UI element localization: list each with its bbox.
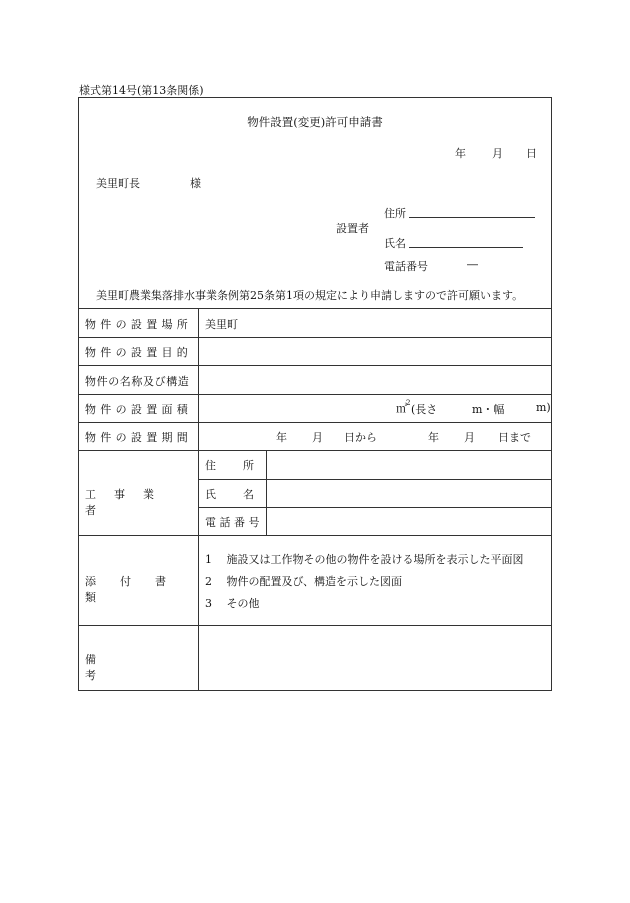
label-location-text: 物件の設置場所	[85, 318, 193, 331]
applicant-phone-label: 電話番号	[384, 260, 428, 273]
applicant-name-label: 氏名	[384, 237, 406, 250]
applicant-address-label: 住所	[384, 207, 406, 220]
date-year: 年	[455, 147, 466, 160]
date-day: 日	[526, 147, 537, 160]
contractor-name-field[interactable]	[267, 480, 551, 506]
period-day-from: 日から	[344, 431, 377, 444]
attachment-no: 2	[205, 575, 212, 588]
attachment-text: その他	[226, 597, 260, 610]
label-attachments-text: 添付書類	[85, 575, 190, 604]
row-divider	[79, 535, 551, 536]
label-name-structure-text: 物件の名称及び構造	[85, 375, 190, 388]
area-unit-symbol: ㎡	[396, 402, 407, 415]
attachment-item-1	[205, 551, 524, 567]
contractor-address-field[interactable]	[267, 451, 551, 478]
area-m-close: m)	[536, 401, 551, 414]
table-top-border	[79, 308, 551, 309]
label-contractor	[79, 486, 198, 518]
label-location	[79, 316, 198, 332]
attachment-item-3	[205, 595, 260, 611]
label-attachments	[79, 573, 198, 605]
remarks-field[interactable]	[199, 626, 551, 690]
period-day-until: 日まで	[498, 431, 531, 444]
period-year-2: 年	[428, 431, 439, 444]
label-purpose	[79, 344, 198, 360]
label-remarks	[79, 651, 198, 683]
contractor-phone-field[interactable]	[267, 508, 551, 534]
purpose-field[interactable]	[199, 338, 551, 364]
label-name-structure	[79, 373, 198, 389]
label-period-text: 物件の設置期間	[85, 431, 193, 444]
contractor-name-label	[205, 486, 281, 502]
area-length: (長さ	[411, 403, 438, 416]
contractor-name-text: 氏名	[205, 488, 281, 501]
attachment-no: 3	[205, 597, 212, 610]
date-month: 月	[492, 147, 503, 160]
attachment-text: 物件の配置及び、構造を示した図面	[226, 575, 403, 588]
label-contractor-text: 工事業者	[85, 488, 172, 517]
period-month-1: 月	[312, 431, 323, 444]
contractor-address-label	[205, 457, 281, 473]
label-area-text: 物件の設置面積	[85, 403, 193, 416]
contractor-address-text: 住所	[205, 459, 281, 472]
location-value[interactable]: 美里町	[205, 318, 238, 331]
label-remarks-text: 備考	[85, 653, 174, 682]
name-structure-field[interactable]	[199, 366, 551, 393]
attachment-no: 1	[205, 553, 212, 566]
label-period	[79, 429, 198, 445]
label-area	[79, 401, 198, 417]
contractor-phone-text: 電話番号	[205, 516, 263, 529]
period-month-2: 月	[464, 431, 475, 444]
row-divider	[79, 394, 551, 395]
form-title: 物件設置(変更)許可申請書	[247, 115, 383, 129]
applicant-label: 設置者	[336, 222, 369, 235]
area-m-width: m・幅	[472, 403, 505, 416]
area-unit-sup: 2	[406, 399, 411, 407]
application-form	[78, 97, 552, 691]
applicant-phone-dash: ―	[467, 258, 478, 271]
addressee-name: 美里町長	[96, 177, 140, 190]
statement: 美里町農業集落排水事業条例第25条第1項の規定により申請しますので許可願います。	[96, 289, 524, 302]
row-divider	[79, 422, 551, 423]
addressee-honorific: 様	[190, 177, 201, 190]
applicant-address-line[interactable]	[409, 217, 535, 218]
applicant-name-line[interactable]	[409, 247, 523, 248]
label-purpose-text: 物件の設置目的	[85, 346, 193, 359]
period-year-1: 年	[276, 431, 287, 444]
contractor-phone-label	[205, 514, 262, 530]
attachment-item-2	[205, 573, 402, 589]
attachment-text: 施設又は工作物その他の物件を設ける場所を表示した平面図	[226, 553, 524, 566]
form-number: 様式第14号(第13条関係)	[79, 84, 204, 97]
